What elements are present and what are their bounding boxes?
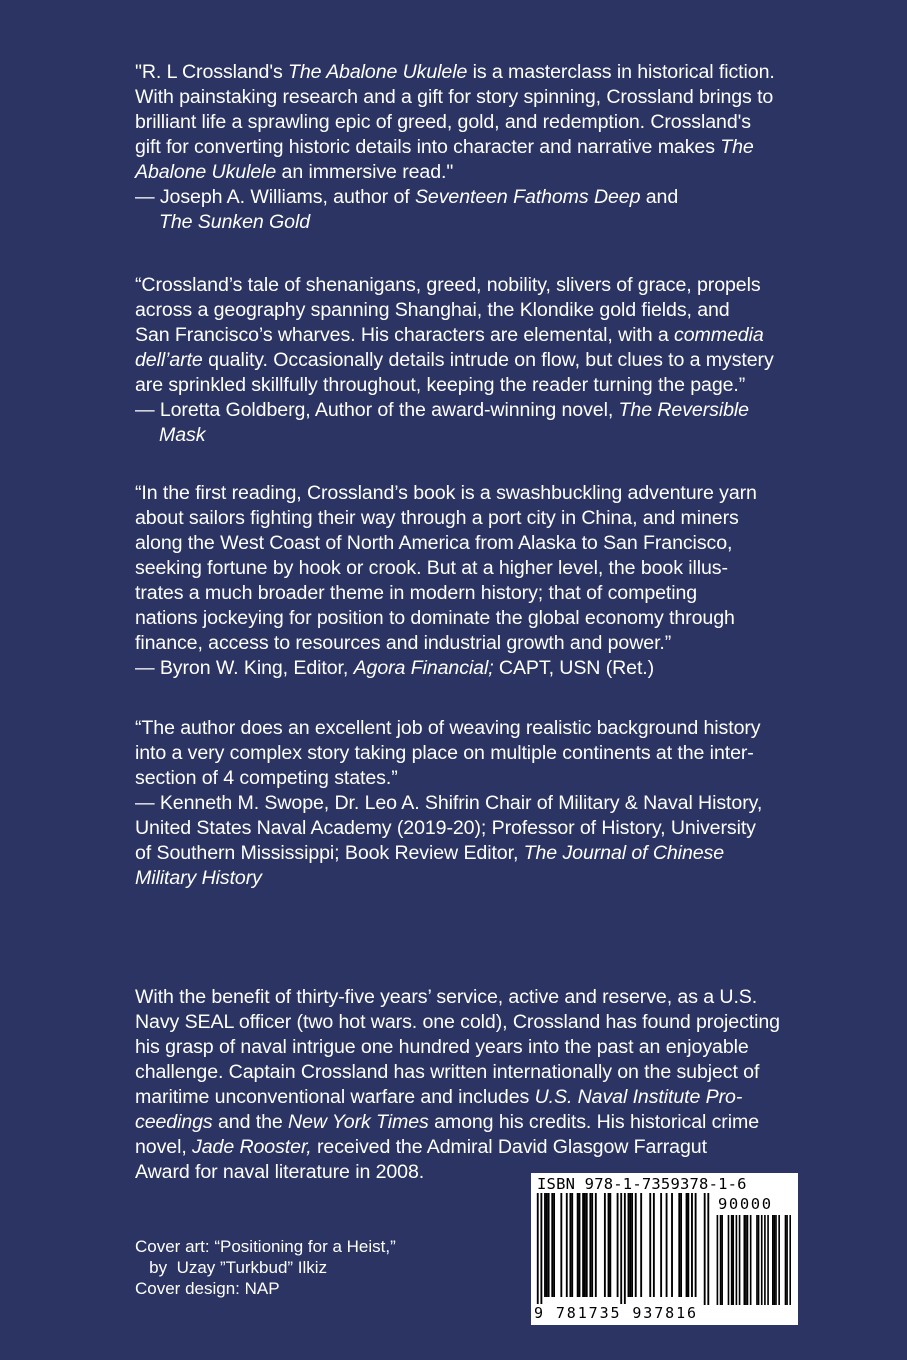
addon-bar bbox=[775, 1215, 777, 1305]
barcode-bar bbox=[608, 1193, 610, 1297]
quotes.3-line bbox=[135, 816, 762, 841]
quotes.1-line bbox=[135, 323, 774, 348]
italic-title: Abalone Ukulele bbox=[135, 161, 277, 183]
barcode-bar bbox=[704, 1193, 706, 1305]
addon-bar bbox=[786, 1215, 788, 1305]
addon-bar bbox=[778, 1215, 780, 1305]
text-run: an immersive read." bbox=[276, 161, 454, 183]
text-run: challenge. Captain Crossland has written internationally on the subject of bbox=[135, 1061, 760, 1083]
quotes.2-line bbox=[135, 606, 757, 631]
isbn-label: ISBN 978-1-7359378-1-6 bbox=[537, 1175, 747, 1193]
quotes.3-line bbox=[135, 766, 762, 791]
text-run: seeking fortune by hook or crook. But at a higher level, the book illus- bbox=[135, 557, 728, 579]
bio-line bbox=[135, 1085, 780, 1110]
barcode-bar bbox=[586, 1193, 588, 1297]
barcode-bar bbox=[649, 1193, 651, 1297]
quotes.2-line bbox=[135, 531, 757, 556]
text-run: among his credits. His historical crime bbox=[428, 1111, 759, 1133]
bio-line bbox=[135, 1035, 780, 1060]
barcode-bar bbox=[589, 1193, 591, 1297]
italic-title: Mask bbox=[159, 424, 206, 446]
text-run: CAPT, USN (Ret.) bbox=[493, 657, 655, 679]
barcode-bar bbox=[640, 1193, 642, 1297]
italic-title: commedia bbox=[674, 324, 764, 346]
quotes.2-line bbox=[135, 506, 757, 531]
addon-bar bbox=[761, 1215, 763, 1305]
barcode-bar bbox=[629, 1193, 631, 1297]
quotes.2-line bbox=[135, 481, 757, 506]
barcode-bar bbox=[579, 1193, 581, 1297]
text-run: — Byron W. King, Editor, bbox=[135, 657, 354, 679]
quotes.3-line bbox=[135, 716, 762, 741]
text-run: nations jockeying for position to dominate the global economy through bbox=[135, 607, 735, 629]
addon-bar bbox=[772, 1215, 774, 1305]
addon-bar bbox=[739, 1215, 741, 1305]
barcode-bar bbox=[546, 1193, 548, 1297]
quotes.1-line bbox=[135, 423, 774, 448]
barcode-bar bbox=[624, 1193, 626, 1305]
barcode-bar bbox=[577, 1193, 579, 1297]
barcode-bar bbox=[595, 1193, 597, 1297]
bio-line bbox=[135, 1110, 780, 1135]
cover-art-credit: Cover art: “Positioning for a Heist,” bbox=[135, 1237, 396, 1256]
text-run: “The author does an excellent job of weaving realistic background history bbox=[135, 717, 761, 739]
addon-bar bbox=[785, 1215, 787, 1305]
cover-artist-credit: by Uzay ”Turkbud” Ilkiz bbox=[135, 1258, 328, 1277]
barcode-bar bbox=[686, 1193, 688, 1297]
barcode-bar bbox=[604, 1193, 606, 1297]
barcode-bar bbox=[584, 1193, 586, 1297]
quotes.2-line bbox=[135, 631, 757, 656]
text-run: With painstaking research and a gift for story spinning, Crossland brings to bbox=[135, 86, 774, 108]
addon-bar bbox=[774, 1215, 776, 1305]
bio-line bbox=[135, 1135, 780, 1160]
barcode-bar bbox=[548, 1193, 550, 1297]
italic-title: The Abalone Ukulele bbox=[288, 61, 468, 83]
italic-title: U.S. Naval Institute Pro- bbox=[534, 1086, 743, 1108]
bio-line bbox=[135, 1010, 780, 1035]
italic-title: The Sunken Gold bbox=[159, 211, 310, 233]
addon-bar bbox=[747, 1215, 749, 1305]
quotes.1-line bbox=[135, 273, 774, 298]
addon-barcode-bars bbox=[715, 1215, 791, 1305]
quotes.2-line bbox=[135, 556, 757, 581]
text-run: are sprinkled skillfully throughout, keeping the reader turning the page.” bbox=[135, 374, 746, 396]
barcode-bar bbox=[678, 1193, 680, 1297]
barcode-bar bbox=[560, 1193, 562, 1297]
italic-title: ceedings bbox=[135, 1111, 213, 1133]
barcode-bar bbox=[571, 1193, 573, 1297]
italic-title: dell’arte bbox=[135, 349, 203, 371]
addon-bar bbox=[767, 1215, 769, 1305]
addon-bar bbox=[789, 1215, 791, 1305]
text-run: is a masterclass in historical fiction. bbox=[467, 61, 775, 83]
addon-bar bbox=[732, 1215, 734, 1305]
barcode-bar bbox=[582, 1193, 584, 1297]
barcode-bar bbox=[687, 1193, 689, 1297]
text-run: into a very complex story taking place on multiple continents at the inter- bbox=[135, 742, 754, 764]
addon-bar bbox=[745, 1215, 747, 1305]
text-run: "R. L Crossland's bbox=[135, 61, 288, 83]
text-run: finance, access to resources and industrial growth and power.” bbox=[135, 632, 672, 654]
italic-title: The bbox=[720, 136, 754, 158]
barcode-bar bbox=[660, 1193, 662, 1297]
ean-barcode-bars bbox=[535, 1193, 711, 1305]
ean-number: 9 781735 937816 bbox=[534, 1304, 698, 1322]
quotes.1-line bbox=[135, 348, 774, 373]
text-run: received the Admiral David Glasgow Farragut bbox=[311, 1136, 707, 1158]
italic-title: Jade Rooster, bbox=[192, 1136, 312, 1158]
quotes.0-line bbox=[135, 185, 775, 210]
text-run: Award for naval literature in 2008. bbox=[135, 1161, 425, 1183]
review-quote-goldberg bbox=[135, 273, 774, 448]
italic-title: The Journal of Chinese bbox=[523, 842, 725, 864]
barcode-bar bbox=[553, 1193, 555, 1297]
quotes.3-line bbox=[135, 791, 762, 816]
quotes.0-line bbox=[135, 110, 775, 135]
barcode-bar bbox=[537, 1193, 539, 1305]
italic-title: The Reversible bbox=[618, 399, 749, 421]
barcode-bar bbox=[617, 1193, 619, 1297]
quotes.0-line bbox=[135, 85, 775, 110]
review-quote-king bbox=[135, 481, 757, 681]
barcode-bar bbox=[635, 1193, 637, 1297]
italic-title: New York Times bbox=[288, 1111, 429, 1133]
text-run: trates a much broader theme in modern history; that of competing bbox=[135, 582, 698, 604]
quotes.1-line bbox=[135, 298, 774, 323]
review-quote-williams bbox=[135, 60, 775, 235]
text-run: United States Naval Academy (2019-20); Professor of History, University bbox=[135, 817, 756, 839]
barcode-bar bbox=[680, 1193, 682, 1297]
bio-line bbox=[135, 1060, 780, 1085]
text-run: San Francisco’s wharves. His characters are elemental, with a bbox=[135, 324, 675, 346]
addon-bar bbox=[750, 1215, 752, 1305]
quotes.3-line bbox=[135, 866, 762, 891]
barcode-bar bbox=[628, 1193, 630, 1297]
barcode-bar bbox=[707, 1193, 709, 1305]
barcode-bar bbox=[620, 1193, 622, 1305]
addon-bar bbox=[744, 1215, 746, 1305]
text-run: novel, bbox=[135, 1136, 193, 1158]
cover-design-credit: Cover design: NAP bbox=[135, 1279, 280, 1298]
text-run: quality. Occasionally details intrude on flow, but clues to a mystery bbox=[202, 349, 774, 371]
italic-title: Seventeen Fathoms Deep bbox=[414, 186, 641, 208]
addon-bar bbox=[728, 1215, 730, 1305]
addon-bar bbox=[721, 1215, 723, 1305]
barcode-bar bbox=[671, 1193, 673, 1297]
text-run: — Joseph A. Williams, author of bbox=[135, 186, 415, 208]
quotes.3-line bbox=[135, 741, 762, 766]
addon-bar bbox=[731, 1215, 733, 1305]
addon-code: 90000 bbox=[718, 1195, 773, 1213]
quotes.2-line bbox=[135, 656, 757, 681]
barcode-bar bbox=[591, 1193, 593, 1297]
barcode-bar bbox=[566, 1193, 568, 1297]
addon-bar bbox=[717, 1215, 719, 1305]
cover-credits bbox=[135, 1236, 396, 1299]
quotes.0-line bbox=[135, 60, 775, 85]
text-run: about sailors fighting their way through a port city in China, and miners bbox=[135, 507, 739, 529]
addon-bar bbox=[736, 1215, 738, 1305]
text-run: — Loretta Goldberg, Author of the award-winning novel, bbox=[135, 399, 619, 421]
barcode-bar bbox=[653, 1193, 655, 1297]
barcode-bar bbox=[691, 1193, 693, 1297]
barcode-bar bbox=[666, 1193, 668, 1297]
barcode-bar bbox=[551, 1193, 553, 1297]
text-run: maritime unconventional warfare and includes bbox=[135, 1086, 535, 1108]
barcode-bar bbox=[631, 1193, 633, 1297]
quotes.0-line bbox=[135, 135, 775, 160]
barcode-bar bbox=[609, 1193, 611, 1297]
author-bio bbox=[135, 985, 780, 1185]
text-run: section of 4 competing states.” bbox=[135, 767, 398, 789]
addon-bar bbox=[764, 1215, 766, 1305]
text-run: across a geography spanning Shanghai, the Klondike gold fields, and bbox=[135, 299, 730, 321]
review-quote-swope bbox=[135, 716, 762, 891]
barcode-bar bbox=[540, 1193, 542, 1305]
text-run: along the West Coast of North America from Alaska to San Francisco, bbox=[135, 532, 733, 554]
text-run: his grasp of naval intrigue one hundred years into the past an enjoyable bbox=[135, 1036, 749, 1058]
quotes.1-line bbox=[135, 398, 774, 423]
isbn-barcode bbox=[531, 1173, 798, 1325]
addon-bar bbox=[756, 1215, 758, 1305]
quotes.3-line bbox=[135, 841, 762, 866]
text-run: With the benefit of thirty-five years’ service, active and reserve, as a U.S. bbox=[135, 986, 758, 1008]
bio-line bbox=[135, 985, 780, 1010]
text-run: “In the first reading, Crossland’s book is a swashbuckling adventure yarn bbox=[135, 482, 757, 504]
text-run: brilliant life a sprawling epic of greed, gold, and redemption. Crossland's bbox=[135, 111, 751, 133]
barcode-bar bbox=[695, 1193, 697, 1297]
addon-bar bbox=[758, 1215, 760, 1305]
text-run: Navy SEAL officer (two hot wars. one cold), Crossland has found projecting bbox=[135, 1011, 780, 1033]
text-run: “Crossland’s tale of shenanigans, greed, nobility, slivers of grace, propels bbox=[135, 274, 761, 296]
addon-bar bbox=[720, 1215, 722, 1305]
text-run: gift for converting historic details into character and narrative makes bbox=[135, 136, 721, 158]
italic-title: Military History bbox=[135, 867, 262, 889]
quotes.0-line bbox=[135, 210, 775, 235]
quotes.2-line bbox=[135, 581, 757, 606]
text-run: and the bbox=[212, 1111, 289, 1133]
barcode-bar bbox=[569, 1193, 571, 1297]
quotes.0-line bbox=[135, 160, 775, 185]
text-run: of Southern Mississippi; Book Review Editor, bbox=[135, 842, 524, 864]
text-run: — Kenneth M. Swope, Dr. Leo A. Shifrin Chair of Military & Naval History, bbox=[135, 792, 763, 814]
barcode-bar bbox=[544, 1193, 546, 1297]
quotes.1-line bbox=[135, 373, 774, 398]
text-run: and bbox=[640, 186, 679, 208]
italic-title: Agora Financial; bbox=[353, 657, 494, 679]
